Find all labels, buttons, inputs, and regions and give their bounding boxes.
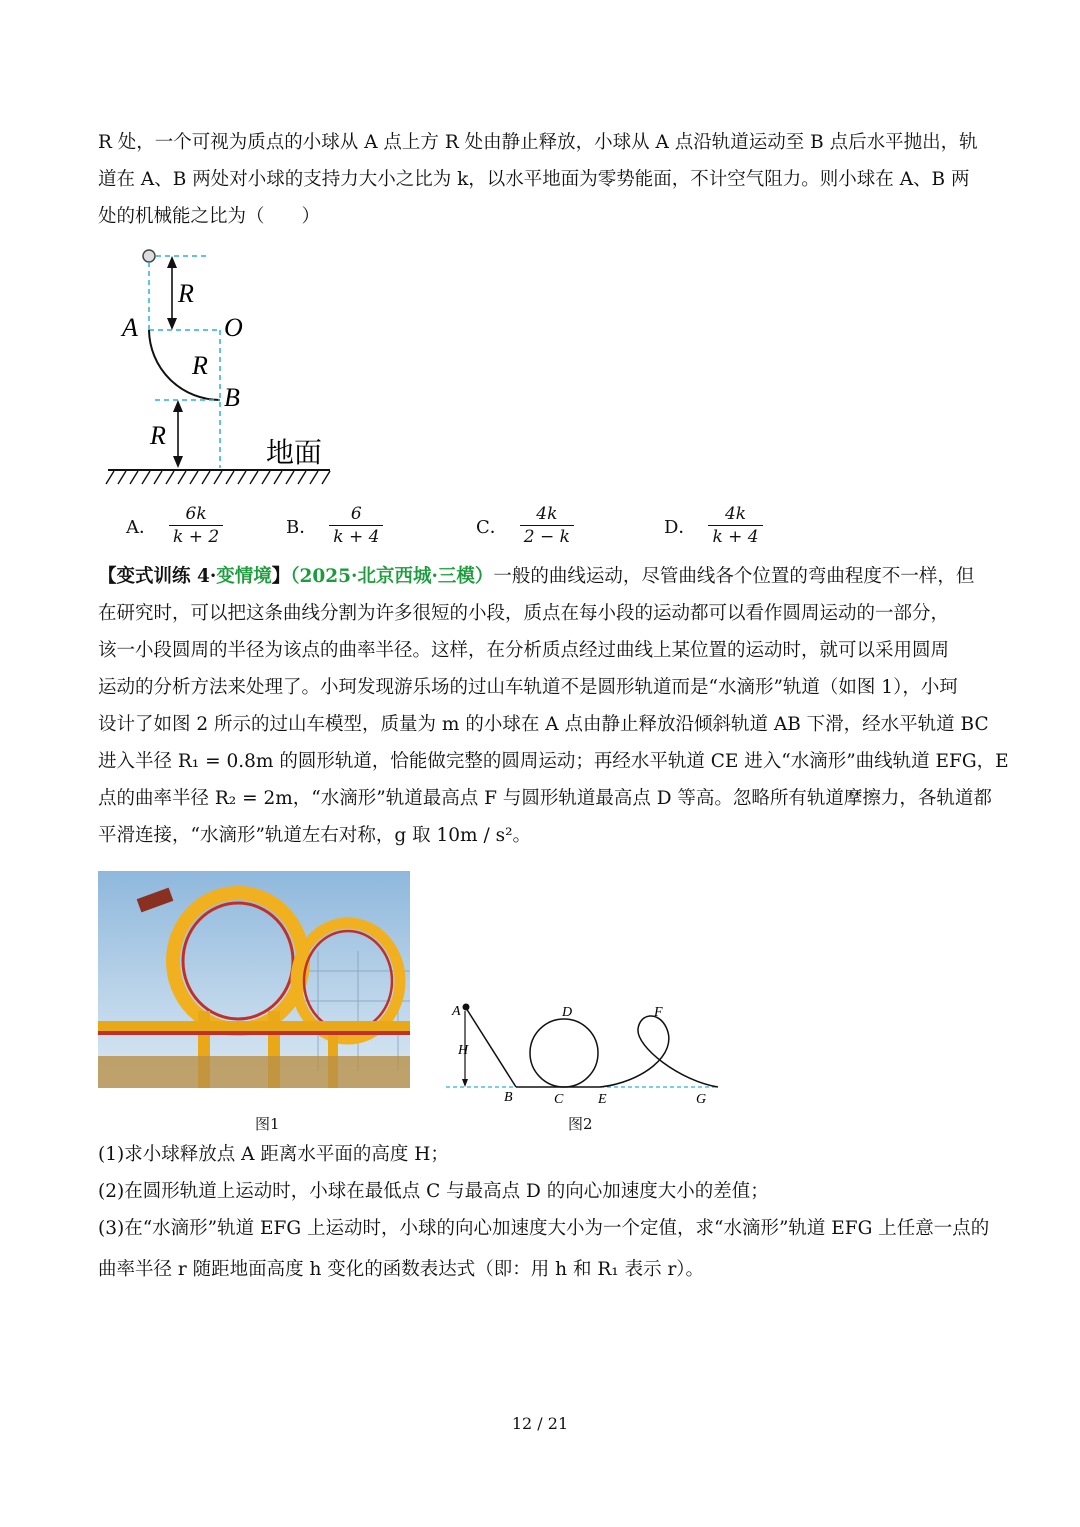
label-B: B [224,383,240,412]
option-fraction: $\frac{4k}{k + 4}$ [708,503,762,548]
option-fraction: $\frac{6k}{k + 2}$ [169,503,223,548]
variant-source: （2025·北京西城·三模） [290,566,494,587]
option-c[interactable] [476,503,574,548]
roller-coaster-photo [98,871,410,1088]
variant-line1-text: 一般的曲线运动，尽管曲线各个位置的弯曲程度不一样，但 [493,566,975,587]
variant-line: 运动的分析方法来处理了。小珂发现游乐场的过山车轨道不是圆形轨道而是“水滴形”轨道（如图 1），小珂 [98,677,958,698]
option-letter: B． [286,516,318,538]
ball-icon [143,250,155,262]
variant-bracket-close: 】 [271,566,291,587]
intro-line: R 处，一个可视为质点的小球从 A 点上方 R 处由静止释放，小球从 A 点沿轨道运动至 B 点后水平抛出，轨 [98,132,978,153]
label-R-mid: R [192,351,208,380]
label-F: F [654,1005,663,1020]
label-C: C [554,1092,564,1107]
label-D: D [562,1005,573,1020]
intro-line: 处的机械能之比为（ ） [98,206,321,227]
circular-track [149,330,220,400]
variant-heading-line [98,558,984,595]
option-letter: A． [126,516,157,538]
variant-paragraph [98,558,1009,854]
figure1-caption: 图1 [255,1115,280,1133]
variant-line: 在研究时，可以把这条曲线分割为许多很短的小段，质点在每小段的运动都可以看作圆周运动的一部分， [98,603,950,624]
question-3: (3)在“水滴形”轨道 EFG 上运动时，小球的向心加速度大小为一个定值，求“水滴形”轨道 EFG 上任意一点的 [98,1218,990,1239]
circular-loop [530,1019,598,1087]
ground-hatching [106,471,330,484]
option-d[interactable] [664,503,763,548]
option-letter: D． [664,516,697,538]
option-fraction: $\frac{6}{k + 4}$ [329,503,383,548]
intro-paragraph [98,124,984,235]
variant-line: 点的曲率半径 R₂ = 2m，“水滴形”轨道最高点 F 与圆形轨道最高点 D 等高。忽略所有轨道摩擦力，各轨道都 [98,788,992,809]
variant-line: 设计了如图 2 所示的过山车模型，质量为 m 的小球在 A 点由静止释放沿倾斜轨道 AB 下滑，经水平轨道 BC [98,714,989,735]
question-1: (1)求小球释放点 A 距离水平面的高度 H； [98,1144,449,1165]
option-a[interactable] [126,503,223,548]
label-B: B [504,1090,513,1105]
variant-bracket-open: 【变式训练 4· [98,566,217,587]
label-E: E [598,1092,607,1107]
questions-block [98,1136,990,1288]
variant-line: 进入半径 R₁ = 0.8m 的圆形轨道，恰能做完整的圆周运动；再经水平轨道 CE 进入“水滴形”曲线轨道 EFG，E [98,751,1009,772]
label-H: H [458,1043,469,1058]
ball-icon [463,1004,470,1011]
incline-track [466,1008,516,1087]
label-A: A [122,313,138,342]
variant-line: 平滑连接，“水滴形”轨道左右对称，g 取 10m / s²。 [98,825,532,846]
option-b[interactable] [286,503,383,548]
track-diagram-figure [100,240,340,496]
question-2: (2)在圆形轨道上运动时，小球在最低点 C 与最高点 D 的向心加速度大小的差值； [98,1181,769,1202]
figure2-caption: 图2 [568,1115,593,1133]
label-O: O [224,313,243,342]
variant-tag: 变情境 [216,566,272,587]
option-fraction: $\frac{4k}{2 - k}$ [520,503,574,548]
label-G: G [696,1092,707,1107]
label-R-top: R [178,279,194,308]
water-drop-loop [600,1016,718,1087]
ground-label: 地面 [266,436,323,469]
track-model-figure [440,995,730,1110]
question-3-continued: 曲率半径 r 随距地面高度 h 变化的函数表达式（即：用 h 和 R₁ 表示 r）。 [98,1259,705,1280]
label-A: A [452,1004,461,1019]
intro-line: 道在 A、B 两处对小球的支持力大小之比为 k，以水平地面为零势能面，不计空气阻力。则小球在 A、B 两 [98,169,970,190]
page-number: 12 / 21 [511,1414,569,1433]
variant-line: 该一小段圆周的半径为该点的曲率半径。这样，在分析质点经过曲线上某位置的运动时，就可以采用圆周 [98,640,950,661]
label-R-bottom: R [150,421,166,450]
option-letter: C． [476,516,508,538]
